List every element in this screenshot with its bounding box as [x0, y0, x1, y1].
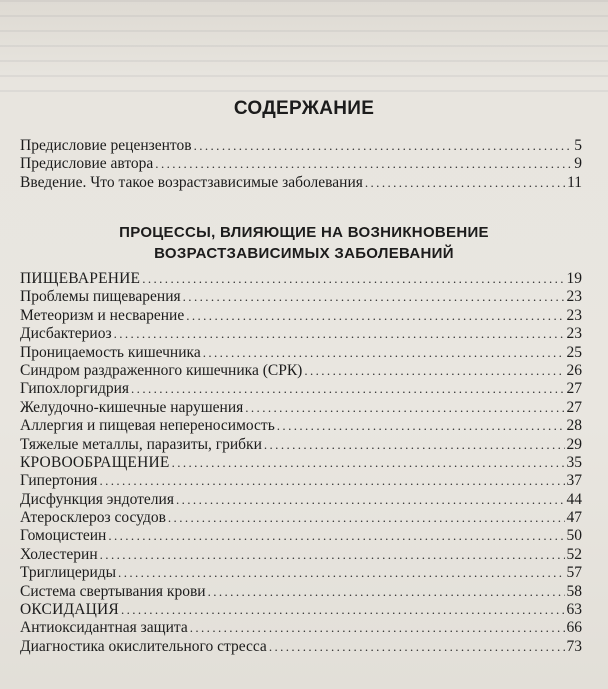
dot-leader — [203, 344, 565, 362]
entry-page: 58 — [566, 582, 582, 600]
dot-leader — [131, 380, 564, 398]
dot-leader — [155, 155, 572, 173]
toc-entry — [20, 638, 582, 656]
entry-page: 35 — [566, 453, 582, 471]
entry-label: Тяжелые металлы, паразиты, грибки — [20, 435, 262, 453]
toc-entry — [20, 344, 582, 362]
toc-chapter-entry — [20, 601, 582, 619]
toc-entry — [20, 362, 582, 380]
section-title-line-2: ВОЗРАСТЗАВИСИМЫХ ЗАБОЛЕВАНИЙ — [154, 245, 454, 262]
dot-leader — [194, 137, 573, 155]
entry-label: Синдром раздраженного кишечника (СРК) — [20, 361, 303, 379]
entry-page: 5 — [574, 137, 582, 154]
dot-leader — [176, 491, 565, 509]
entry-label: ПИЩЕВАРЕНИЕ — [20, 270, 141, 287]
toc-entry — [20, 546, 582, 564]
section-entries-list — [20, 270, 582, 656]
entry-page: 63 — [566, 601, 582, 619]
entry-page: 37 — [566, 472, 582, 490]
entry-page: 9 — [574, 155, 582, 173]
dot-leader — [304, 362, 564, 380]
entry-label: Аллергия и пищевая непереносимость — [20, 417, 275, 435]
toc-entry — [20, 472, 582, 490]
entry-page: 29 — [566, 435, 582, 453]
entry-page: 47 — [566, 509, 582, 527]
dot-leader — [269, 638, 565, 656]
entry-label: Система свертывания крови — [20, 582, 206, 600]
toc-entry — [20, 325, 582, 343]
toc-entry — [20, 491, 582, 509]
entry-page: 66 — [566, 619, 582, 637]
entry-label: КРОВООБРАЩЕНИЕ — [20, 453, 170, 471]
toc-entry — [20, 155, 582, 173]
toc-entry — [20, 436, 582, 454]
entry-page: 23 — [566, 288, 582, 306]
section-title — [0, 222, 608, 264]
toc-title: СОДЕРЖАНИЕ — [233, 98, 375, 119]
dot-leader — [190, 619, 565, 637]
entry-label: Антиоксидантная защита — [20, 619, 188, 637]
entry-label: ОКСИДАЦИЯ — [20, 601, 119, 619]
entry-page: 25 — [566, 343, 582, 361]
toc-chapter-entry — [20, 270, 582, 288]
entry-label: Гипохлоргидрия — [20, 380, 130, 398]
entry-page: 19 — [566, 270, 582, 287]
entry-label: Предисловие автора — [20, 155, 154, 173]
entry-page: 23 — [566, 306, 582, 324]
toc-entry — [20, 137, 582, 155]
entry-label: Диагностика окислительного стресса — [20, 637, 267, 655]
entry-label: Гипертония — [20, 472, 98, 490]
section-title-line-1: ПРОЦЕССЫ, ВЛИЯЮЩИЕ НА ВОЗНИКНОВЕНИЕ — [119, 224, 489, 241]
dot-leader — [264, 436, 565, 454]
dot-leader — [245, 399, 564, 417]
entry-label: Атеросклероз сосудов — [20, 509, 166, 527]
toc-entry — [20, 564, 582, 582]
entry-label: Проницаемость кишечника — [20, 343, 201, 361]
entry-label: Триглицериды — [20, 564, 117, 582]
dot-leader — [172, 454, 565, 472]
entry-page: 27 — [566, 398, 582, 416]
toc-entry — [20, 417, 582, 435]
dot-leader — [186, 307, 564, 325]
toc-chapter-entry — [20, 454, 582, 472]
entry-label: Гомоцистеин — [20, 527, 107, 545]
front-matter-list — [20, 137, 582, 192]
dot-leader — [99, 472, 564, 490]
toc-entry — [20, 307, 582, 325]
dot-leader — [142, 270, 564, 288]
toc-entry — [20, 288, 582, 306]
dot-leader — [208, 583, 565, 601]
entry-page: 44 — [566, 490, 582, 508]
dot-leader — [100, 546, 565, 564]
toc-entry — [20, 619, 582, 637]
entry-label: Желудочно-кишечные нарушения — [20, 398, 244, 416]
entry-page: 23 — [566, 325, 582, 343]
entry-page: 11 — [567, 173, 582, 191]
dot-leader — [118, 564, 564, 582]
toc-entry — [20, 174, 582, 192]
toc-entry — [20, 399, 582, 417]
dot-leader — [183, 288, 565, 306]
entry-page: 57 — [566, 564, 582, 582]
entry-label: Метеоризм и несварение — [20, 306, 185, 324]
dot-leader — [108, 527, 564, 545]
entry-page: 27 — [566, 380, 582, 398]
show-through-text — [0, 0, 608, 92]
toc-entry — [20, 527, 582, 545]
entry-page: 50 — [566, 527, 582, 545]
entry-label: Проблемы пищеварения — [20, 288, 181, 306]
entry-label: Дисбактериоз — [20, 325, 112, 343]
toc-entry — [20, 583, 582, 601]
dot-leader — [365, 174, 565, 192]
toc-entry — [20, 380, 582, 398]
entry-page: 73 — [566, 637, 582, 655]
entry-page: 28 — [566, 417, 582, 435]
entry-label: Холестерин — [20, 545, 98, 563]
entry-page: 52 — [566, 545, 582, 563]
entry-page: 26 — [566, 361, 582, 379]
entry-label: Дисфункция эндотелия — [20, 490, 174, 508]
dot-leader — [121, 601, 565, 619]
entry-label: Предисловие рецензентов — [20, 137, 192, 154]
dot-leader — [168, 509, 565, 527]
dot-leader — [114, 325, 565, 343]
toc-entry — [20, 509, 582, 527]
entry-label: Введение. Что такое возрастзависимые заболевания — [20, 173, 363, 191]
dot-leader — [277, 417, 565, 435]
